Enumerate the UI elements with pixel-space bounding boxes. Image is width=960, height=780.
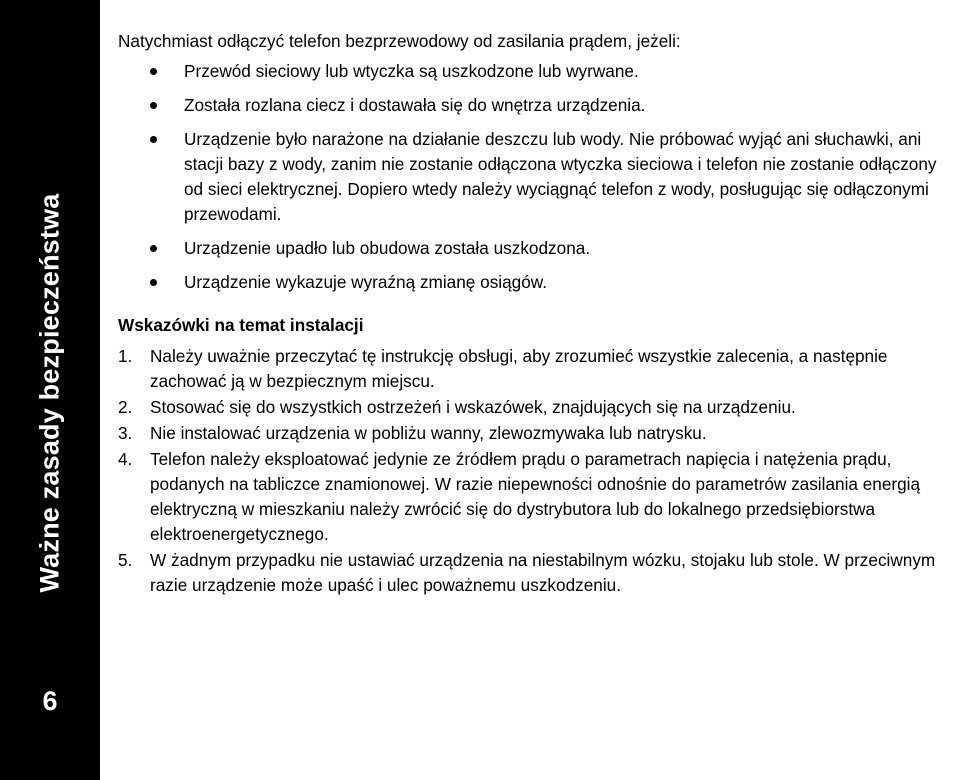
list-item: Urządzenie upadło lub obudowa została uszkodzona. <box>118 236 958 261</box>
list-item: Została rozlana ciecz i dostawała się do wnętrza urządzenia. <box>118 93 958 118</box>
list-item: Przewód sieciowy lub wtyczka są uszkodzone lub wyrwane. <box>118 59 958 84</box>
intro-text: Natychmiast odłączyć telefon bezprzewodowy od zasilania prądem, jeżeli: <box>118 31 681 51</box>
list-item <box>118 421 958 446</box>
page-content <box>118 29 958 599</box>
list-item: Urządzenie było narażone na działanie deszczu lub wody. Nie próbować wyjąć ani słuchawki, ani stacji bazy z wody, zanim nie zostanie odłączona wtyczka sieciowa i telefon nie zostanie odłączony od sieci elektrycznej. Dopiero wtedy należy wyciągnąć telefon z wody, posługując się odłączonymi przewodami. <box>118 127 958 227</box>
list-item <box>118 548 958 598</box>
step-text: Telefon należy eksploatować jedynie ze źródłem prądu o parametrach napięcia i natężenia prądu, podanych na tabliczce znamionowej. W razie niepewności odnośnie do parametrów zasilania energią elektryczną w mieszkaniu należy zwrócić się do dystrybutora lub do lokalnego przedsiębiorstwa elektroenergetycznego. <box>150 449 921 544</box>
list-item <box>118 344 958 394</box>
installation-steps <box>118 344 958 598</box>
step-text: Nie instalować urządzenia w pobliżu wanny, zlewozmywaka lub natrysku. <box>150 423 707 443</box>
installation-heading: Wskazówki na temat instalacji <box>118 315 364 335</box>
step-text: Stosować się do wszystkich ostrzeżeń i wskazówek, znajdujących się na urządzeniu. <box>150 397 796 417</box>
step-number: 4. <box>118 449 133 469</box>
disconnect-conditions-list <box>118 59 958 295</box>
list-item <box>118 447 958 547</box>
section-title: Ważne zasady bezpieczeństwa <box>34 193 65 593</box>
step-text: W żadnym przypadku nie ustawiać urządzenia na niestabilnym wózku, stojaku lub stole. W przeciwnym razie urządzenie może upaść i ulec poważnemu uszkodzeniu. <box>150 550 936 595</box>
step-number: 2. <box>118 397 133 417</box>
step-number: 1. <box>118 346 133 366</box>
step-number: 3. <box>118 423 133 443</box>
page-number: 6 <box>42 686 58 716</box>
step-number: 5. <box>118 550 133 570</box>
step-text: Należy uważnie przeczytać tę instrukcję obsługi, aby zrozumieć wszystkie zalecenia, a następnie zachować ją w bezpiecznym miejscu. <box>150 346 888 391</box>
list-item: Urządzenie wykazuje wyraźną zmianę osiągów. <box>118 270 958 295</box>
sidebar <box>0 0 100 780</box>
list-item <box>118 395 958 420</box>
